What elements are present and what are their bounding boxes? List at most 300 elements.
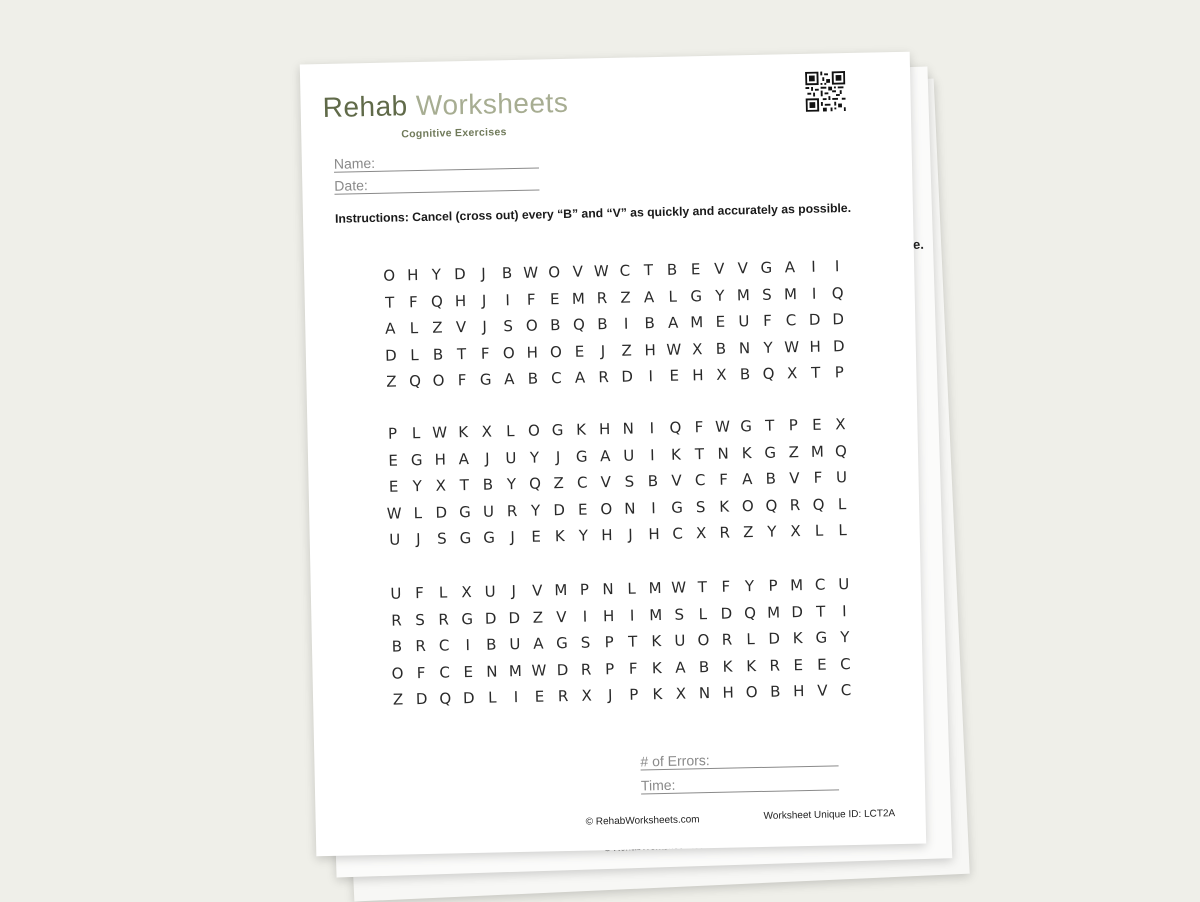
letter-cell[interactable]: E xyxy=(715,312,726,332)
letter-cell[interactable]: M xyxy=(766,603,781,622)
letter-cell[interactable]: S xyxy=(695,497,706,517)
letter-cell[interactable]: G xyxy=(815,628,828,648)
letter-cell[interactable]: U xyxy=(838,575,850,594)
letter-cell[interactable]: R xyxy=(721,630,733,650)
letter-cell[interactable]: W xyxy=(671,578,687,598)
letter-cell[interactable]: V xyxy=(789,469,800,488)
letter-cell[interactable]: V xyxy=(817,681,828,701)
letter-cell[interactable]: H xyxy=(526,343,539,362)
letter-cell[interactable]: Q xyxy=(669,418,682,438)
letter-cell[interactable]: J xyxy=(484,449,490,468)
letter-cell[interactable]: R xyxy=(598,368,610,387)
letter-cell[interactable]: U xyxy=(738,312,750,331)
letter-cell[interactable]: B xyxy=(769,682,781,702)
letter-cell[interactable]: L xyxy=(838,521,847,540)
letter-cell[interactable]: B xyxy=(647,472,659,491)
letter-cell[interactable]: Z xyxy=(788,442,800,462)
letter-cell[interactable]: Z xyxy=(432,318,443,338)
letter-cell[interactable]: F xyxy=(408,292,418,311)
letter-cell[interactable]: O xyxy=(600,499,613,519)
letter-cell[interactable]: P xyxy=(788,416,798,435)
letter-cell[interactable]: E xyxy=(690,260,701,279)
letter-cell[interactable]: T xyxy=(459,476,470,495)
letter-cell[interactable]: R xyxy=(789,495,801,515)
letter-cell[interactable]: T xyxy=(384,293,395,312)
letter-cell[interactable]: A xyxy=(385,319,396,338)
letter-cell[interactable]: A xyxy=(675,658,686,677)
letter-cell[interactable]: L xyxy=(413,503,423,522)
letter-cell[interactable]: E xyxy=(388,451,399,470)
letter-cell[interactable]: N xyxy=(486,662,498,681)
letter-cell[interactable]: X xyxy=(461,583,472,602)
letter-cell[interactable]: H xyxy=(722,683,734,703)
letter-cell[interactable]: L xyxy=(409,319,419,338)
letter-cell[interactable]: L xyxy=(410,345,419,364)
letter-cell[interactable]: O xyxy=(745,683,758,702)
letter-cell[interactable]: G xyxy=(760,258,773,278)
letter-cell[interactable]: A xyxy=(741,470,753,489)
letter-cell[interactable]: A xyxy=(574,368,586,388)
letter-cell[interactable]: O xyxy=(432,371,445,391)
letter-cell[interactable]: S xyxy=(674,605,685,624)
letter-cell[interactable]: S xyxy=(415,610,425,629)
letter-cell[interactable]: G xyxy=(483,528,496,547)
letter-cell[interactable]: M xyxy=(810,442,825,461)
letter-cell[interactable]: L xyxy=(488,688,497,707)
letter-cell[interactable]: X xyxy=(695,524,707,543)
letter-cell[interactable]: J xyxy=(510,528,516,547)
letter-cell[interactable]: J xyxy=(511,582,517,601)
letter-cell[interactable]: Q xyxy=(812,495,825,514)
letter-cell[interactable]: V xyxy=(455,318,467,337)
letter-cell[interactable]: H xyxy=(601,526,613,545)
letter-cell[interactable]: D xyxy=(462,689,475,708)
letter-cell[interactable]: B xyxy=(666,260,678,280)
letter-cell[interactable]: I xyxy=(513,688,519,707)
letter-cell[interactable]: E xyxy=(811,415,822,435)
letter-cell[interactable]: F xyxy=(721,577,731,597)
letter-cell[interactable]: E xyxy=(793,655,804,675)
letter-cell[interactable]: Y xyxy=(431,265,442,285)
letter-cell[interactable]: Q xyxy=(831,283,844,303)
letter-cell[interactable]: Q xyxy=(430,292,444,311)
letter-cell[interactable]: F xyxy=(526,290,536,309)
letter-cell[interactable]: L xyxy=(746,630,755,649)
letter-cell[interactable]: T xyxy=(456,344,467,363)
letter-cell[interactable]: N xyxy=(717,444,729,463)
letter-cell[interactable]: B xyxy=(597,315,608,334)
letter-cell[interactable]: W xyxy=(666,340,682,359)
letter-cell[interactable]: Z xyxy=(743,523,754,542)
letter-cell[interactable]: V xyxy=(572,262,584,282)
letter-cell[interactable]: D xyxy=(435,503,448,522)
letter-cell[interactable]: Y xyxy=(763,338,773,357)
letter-cell[interactable]: G xyxy=(690,286,703,306)
letter-cell[interactable]: B xyxy=(715,339,727,358)
letter-cell[interactable]: Y xyxy=(744,577,755,596)
letter-cell[interactable]: K xyxy=(670,445,682,464)
letter-cell[interactable]: X xyxy=(692,339,703,359)
letter-cell[interactable]: V xyxy=(713,259,725,279)
letter-cell[interactable]: W xyxy=(531,661,547,680)
letter-cell[interactable]: N xyxy=(622,419,635,439)
letter-cell[interactable]: Y xyxy=(530,501,541,520)
letter-cell[interactable]: K xyxy=(458,423,469,442)
letter-cell[interactable]: D xyxy=(768,629,781,649)
letter-cell[interactable]: I xyxy=(623,314,629,333)
letter-cell[interactable]: L xyxy=(814,521,824,541)
letter-cell[interactable]: R xyxy=(719,523,731,543)
letter-cell[interactable]: T xyxy=(697,578,708,597)
name-field[interactable]: Name: xyxy=(334,151,539,172)
letter-cell[interactable]: P xyxy=(834,363,845,382)
letter-cell[interactable]: G xyxy=(671,498,684,517)
letter-cell[interactable]: I xyxy=(811,257,816,277)
letter-cell[interactable]: U xyxy=(390,584,402,603)
letter-cell[interactable]: L xyxy=(668,287,678,306)
letter-cell[interactable]: Y xyxy=(840,628,850,647)
letter-cell[interactable]: W xyxy=(386,504,402,523)
letter-cell[interactable]: V xyxy=(556,607,567,626)
letter-cell[interactable]: W xyxy=(784,337,800,357)
letter-cell[interactable]: K xyxy=(746,656,757,676)
letter-cell[interactable]: S xyxy=(761,285,772,304)
letter-cell[interactable]: T xyxy=(694,444,705,464)
letter-cell[interactable]: Y xyxy=(715,286,725,305)
letter-cell[interactable]: A xyxy=(599,446,611,466)
letter-cell[interactable]: A xyxy=(784,258,796,277)
letter-cell[interactable]: G xyxy=(410,450,423,469)
letter-cell[interactable]: K xyxy=(554,527,565,546)
letter-cell[interactable]: R xyxy=(438,610,449,629)
letter-cell[interactable]: D xyxy=(484,609,497,628)
letter-cell[interactable]: E xyxy=(531,527,542,546)
letter-cell[interactable]: K xyxy=(651,658,662,677)
letter-cell[interactable]: V xyxy=(600,473,612,492)
letter-cell[interactable]: Q xyxy=(572,315,586,335)
letter-cell[interactable]: Y xyxy=(578,526,589,545)
letter-cell[interactable]: F xyxy=(480,344,490,363)
letter-cell[interactable]: D xyxy=(556,660,569,679)
letter-cell[interactable]: R xyxy=(769,656,781,675)
letter-cell[interactable]: E xyxy=(463,662,474,681)
letter-cell[interactable]: I xyxy=(649,419,655,438)
letter-cell[interactable]: H xyxy=(454,291,467,311)
letter-cell[interactable]: X xyxy=(716,365,727,385)
letter-cell[interactable]: G xyxy=(575,447,588,466)
letter-cell[interactable]: T xyxy=(627,632,638,651)
letter-cell[interactable]: S xyxy=(436,529,447,548)
letter-cell[interactable]: I xyxy=(651,498,656,517)
letter-cell[interactable]: U xyxy=(389,530,401,549)
letter-cell[interactable]: I xyxy=(841,601,847,620)
letter-cell[interactable]: D xyxy=(832,310,845,329)
letter-cell[interactable]: F xyxy=(762,311,772,331)
letter-cell[interactable]: Z xyxy=(620,288,631,307)
letter-cell[interactable]: H xyxy=(602,606,615,625)
letter-cell[interactable]: Z xyxy=(532,608,544,627)
letter-cell[interactable]: C xyxy=(785,311,797,330)
letter-cell[interactable]: C xyxy=(576,473,588,493)
letter-cell[interactable]: E xyxy=(534,687,545,706)
letter-cell[interactable]: F xyxy=(457,371,467,390)
letter-cell[interactable]: S xyxy=(624,472,635,492)
letter-cell[interactable]: Z xyxy=(392,690,404,709)
letter-cell[interactable]: B xyxy=(485,635,497,654)
letter-cell[interactable]: D xyxy=(621,367,634,387)
letter-cell[interactable]: E xyxy=(574,342,585,361)
letter-cell[interactable]: Q xyxy=(762,364,775,384)
letter-cell[interactable]: M xyxy=(690,313,704,332)
letter-cell[interactable]: O xyxy=(391,664,404,683)
letter-cell[interactable]: K xyxy=(741,443,752,463)
letter-cell[interactable]: Q xyxy=(408,372,422,391)
letter-cell[interactable]: M xyxy=(736,285,751,305)
letter-cell[interactable]: J xyxy=(628,525,633,544)
letter-cell[interactable]: F xyxy=(628,659,638,678)
letter-cell[interactable]: G xyxy=(479,370,492,390)
letter-cell[interactable]: I xyxy=(465,636,471,655)
letter-cell[interactable]: U xyxy=(509,635,521,654)
letter-cell[interactable]: F xyxy=(416,663,426,682)
letter-cell[interactable]: O xyxy=(549,342,562,362)
letter-cell[interactable]: P xyxy=(629,685,639,704)
letter-cell[interactable]: L xyxy=(506,422,515,441)
letter-cell[interactable]: D xyxy=(415,690,428,709)
letter-cell[interactable]: O xyxy=(502,343,515,363)
letter-cell[interactable]: X xyxy=(786,364,798,383)
letter-cell[interactable]: Y xyxy=(412,477,422,496)
letter-cell[interactable]: D xyxy=(453,265,466,284)
letter-cell[interactable]: K xyxy=(719,497,730,516)
letter-cell[interactable]: G xyxy=(740,417,753,436)
letter-cell[interactable]: I xyxy=(834,257,840,276)
letter-cell[interactable]: B xyxy=(698,657,710,676)
letter-cell[interactable]: A xyxy=(533,634,544,653)
letter-cell[interactable]: N xyxy=(624,499,636,518)
letter-cell[interactable]: F xyxy=(694,418,704,437)
letter-cell[interactable]: H xyxy=(434,450,447,469)
letter-cell[interactable]: C xyxy=(439,663,451,682)
letter-cell[interactable]: X xyxy=(481,422,493,441)
letter-cell[interactable]: K xyxy=(652,685,663,704)
letter-cell[interactable]: S xyxy=(580,633,591,652)
letter-cell[interactable]: V xyxy=(737,259,749,278)
letter-cell[interactable]: T xyxy=(810,363,821,383)
letter-cell[interactable]: F xyxy=(414,584,424,603)
letter-cell[interactable]: V xyxy=(531,581,543,600)
letter-cell[interactable]: N xyxy=(698,684,711,703)
letter-cell[interactable]: F xyxy=(719,470,729,490)
letter-cell[interactable]: O xyxy=(527,421,541,441)
letter-cell[interactable]: H xyxy=(644,340,657,360)
letter-cell[interactable]: V xyxy=(671,471,682,491)
letter-cell[interactable]: O xyxy=(741,496,754,516)
letter-cell[interactable]: R xyxy=(557,687,569,706)
letter-cell[interactable]: L xyxy=(411,424,421,443)
letter-cell[interactable]: O xyxy=(697,631,710,650)
letter-cell[interactable]: L xyxy=(627,579,636,598)
letter-cell[interactable]: H xyxy=(793,682,805,701)
letter-cell[interactable]: D xyxy=(384,346,397,365)
letter-cell[interactable]: C xyxy=(694,471,706,490)
time-field[interactable]: Time: xyxy=(641,773,839,794)
letter-cell[interactable]: C xyxy=(814,575,826,595)
letter-cell[interactable]: F xyxy=(813,468,823,488)
letter-cell[interactable]: S xyxy=(503,317,514,336)
letter-cell[interactable]: N xyxy=(602,580,614,599)
letter-cell[interactable]: G xyxy=(461,609,474,628)
letter-cell[interactable]: P xyxy=(768,576,778,596)
letter-cell[interactable]: J xyxy=(482,317,488,336)
letter-cell[interactable]: Z xyxy=(553,474,564,493)
letter-cell[interactable]: W xyxy=(432,423,448,443)
letter-cell[interactable]: E xyxy=(669,366,680,386)
letter-cell[interactable]: P xyxy=(387,424,398,443)
letter-cell[interactable]: H xyxy=(809,337,822,356)
letter-cell[interactable]: H xyxy=(406,266,419,285)
letter-cell[interactable]: T xyxy=(764,416,775,436)
letter-cell[interactable]: P xyxy=(604,633,614,652)
letter-cell[interactable]: B xyxy=(527,369,539,389)
letter-cell[interactable]: R xyxy=(391,611,402,630)
letter-cell[interactable]: D xyxy=(508,608,521,627)
letter-cell[interactable]: C xyxy=(839,654,851,674)
letter-cell[interactable]: A xyxy=(667,313,679,333)
letter-cell[interactable]: C xyxy=(619,261,631,281)
letter-cell[interactable]: Z xyxy=(386,372,397,391)
letter-cell[interactable]: J xyxy=(555,447,561,466)
letter-cell[interactable]: U xyxy=(484,582,496,601)
letter-cell[interactable]: I xyxy=(505,290,511,309)
letter-cell[interactable]: B xyxy=(482,475,494,494)
letter-cell[interactable]: E xyxy=(388,477,399,496)
letter-cell[interactable]: U xyxy=(623,446,635,465)
letter-cell[interactable]: M xyxy=(571,289,586,308)
letter-cell[interactable]: M xyxy=(508,661,523,680)
letter-cell[interactable]: C xyxy=(438,636,450,655)
letter-cell[interactable]: Z xyxy=(621,341,632,360)
letter-cell[interactable]: X xyxy=(435,476,447,495)
letter-cell[interactable]: H xyxy=(598,420,611,439)
letter-cell[interactable]: M xyxy=(649,605,663,625)
letter-cell[interactable]: Y xyxy=(529,448,540,467)
letter-cell[interactable]: J xyxy=(607,686,613,705)
letter-cell[interactable]: R xyxy=(580,660,592,679)
letter-cell[interactable]: A xyxy=(503,370,515,389)
letter-cell[interactable]: Q xyxy=(528,474,542,494)
letter-cell[interactable]: D xyxy=(720,604,733,623)
letter-cell[interactable]: G xyxy=(556,634,569,653)
letter-cell[interactable]: U xyxy=(674,631,686,651)
letter-cell[interactable]: G xyxy=(458,502,471,521)
letter-cell[interactable]: M xyxy=(648,579,662,598)
letter-cell[interactable]: Q xyxy=(834,441,848,461)
letter-cell[interactable]: N xyxy=(738,338,751,358)
letter-cell[interactable]: R xyxy=(506,501,518,520)
letter-cell[interactable]: B xyxy=(501,264,513,283)
letter-cell[interactable]: A xyxy=(643,287,655,307)
letter-cell[interactable]: Q xyxy=(765,496,778,515)
letter-cell[interactable]: H xyxy=(648,525,660,544)
letter-cell[interactable]: Q xyxy=(743,603,757,623)
letter-cell[interactable]: P xyxy=(579,580,590,599)
letter-cell[interactable]: C xyxy=(672,524,684,544)
letter-cell[interactable]: X xyxy=(790,522,801,541)
letter-cell[interactable]: E xyxy=(549,289,560,309)
letter-cell[interactable]: B xyxy=(432,345,444,364)
letter-cell[interactable]: U xyxy=(835,468,848,487)
letter-cell[interactable]: J xyxy=(481,291,487,310)
letter-cell[interactable]: I xyxy=(629,606,635,625)
letter-cell[interactable]: K xyxy=(576,420,587,440)
letter-cell[interactable]: I xyxy=(649,445,655,464)
letter-cell[interactable]: Y xyxy=(767,522,777,542)
letter-cell[interactable]: K xyxy=(792,629,803,648)
letter-cell[interactable]: I xyxy=(811,284,817,303)
letter-cell[interactable]: O xyxy=(383,266,396,286)
errors-field[interactable]: # of Errors: xyxy=(640,749,838,770)
letter-cell[interactable]: A xyxy=(458,449,470,468)
letter-cell[interactable]: X xyxy=(581,686,593,705)
letter-cell[interactable]: D xyxy=(808,310,821,330)
letter-cell[interactable]: W xyxy=(714,417,731,437)
letter-cell[interactable]: Y xyxy=(506,475,517,494)
letter-cell[interactable]: E xyxy=(577,500,588,519)
letter-cell[interactable]: B xyxy=(765,469,777,489)
letter-cell[interactable]: U xyxy=(505,448,517,468)
letter-cell[interactable]: X xyxy=(835,415,846,434)
letter-cell[interactable]: P xyxy=(604,659,615,678)
letter-cell[interactable]: D xyxy=(553,500,566,520)
letter-cell[interactable]: D xyxy=(832,336,845,356)
letter-cell[interactable]: B xyxy=(739,365,751,384)
letter-cell[interactable]: L xyxy=(698,604,708,623)
letter-cell[interactable]: I xyxy=(648,367,654,386)
letter-cell[interactable]: G xyxy=(459,529,472,548)
letter-cell[interactable]: R xyxy=(415,637,426,656)
letter-cell[interactable]: G xyxy=(551,421,564,440)
letter-cell[interactable]: H xyxy=(692,366,704,385)
letter-cell[interactable]: M xyxy=(554,581,568,600)
letter-cell[interactable]: O xyxy=(525,316,538,336)
letter-cell[interactable]: D xyxy=(791,602,804,622)
letter-cell[interactable]: T xyxy=(815,602,826,621)
letter-cell[interactable]: G xyxy=(764,443,777,462)
letter-cell[interactable]: I xyxy=(582,607,588,626)
letter-cell[interactable]: Q xyxy=(439,689,452,708)
letter-cell[interactable]: W xyxy=(523,263,539,283)
letter-cell[interactable]: W xyxy=(593,262,609,281)
letter-cell[interactable]: U xyxy=(482,502,495,521)
letter-cell[interactable]: B xyxy=(391,637,403,656)
date-field[interactable]: Date: xyxy=(334,173,539,194)
letter-cell[interactable]: J xyxy=(415,530,421,549)
letter-cell[interactable]: K xyxy=(722,657,733,676)
letter-cell[interactable]: L xyxy=(837,494,847,514)
letter-cell[interactable]: E xyxy=(816,655,827,674)
letter-cell[interactable]: X xyxy=(675,684,687,703)
letter-cell[interactable]: T xyxy=(643,261,654,280)
letter-cell[interactable]: M xyxy=(789,576,804,595)
letter-cell[interactable]: O xyxy=(548,263,561,282)
letter-cell[interactable]: B xyxy=(549,316,561,335)
letter-cell[interactable]: J xyxy=(481,264,486,283)
letter-cell[interactable]: C xyxy=(551,369,562,388)
letter-cell[interactable]: R xyxy=(596,288,608,308)
letter-cell[interactable]: C xyxy=(840,681,852,700)
letter-cell[interactable]: J xyxy=(600,341,606,360)
